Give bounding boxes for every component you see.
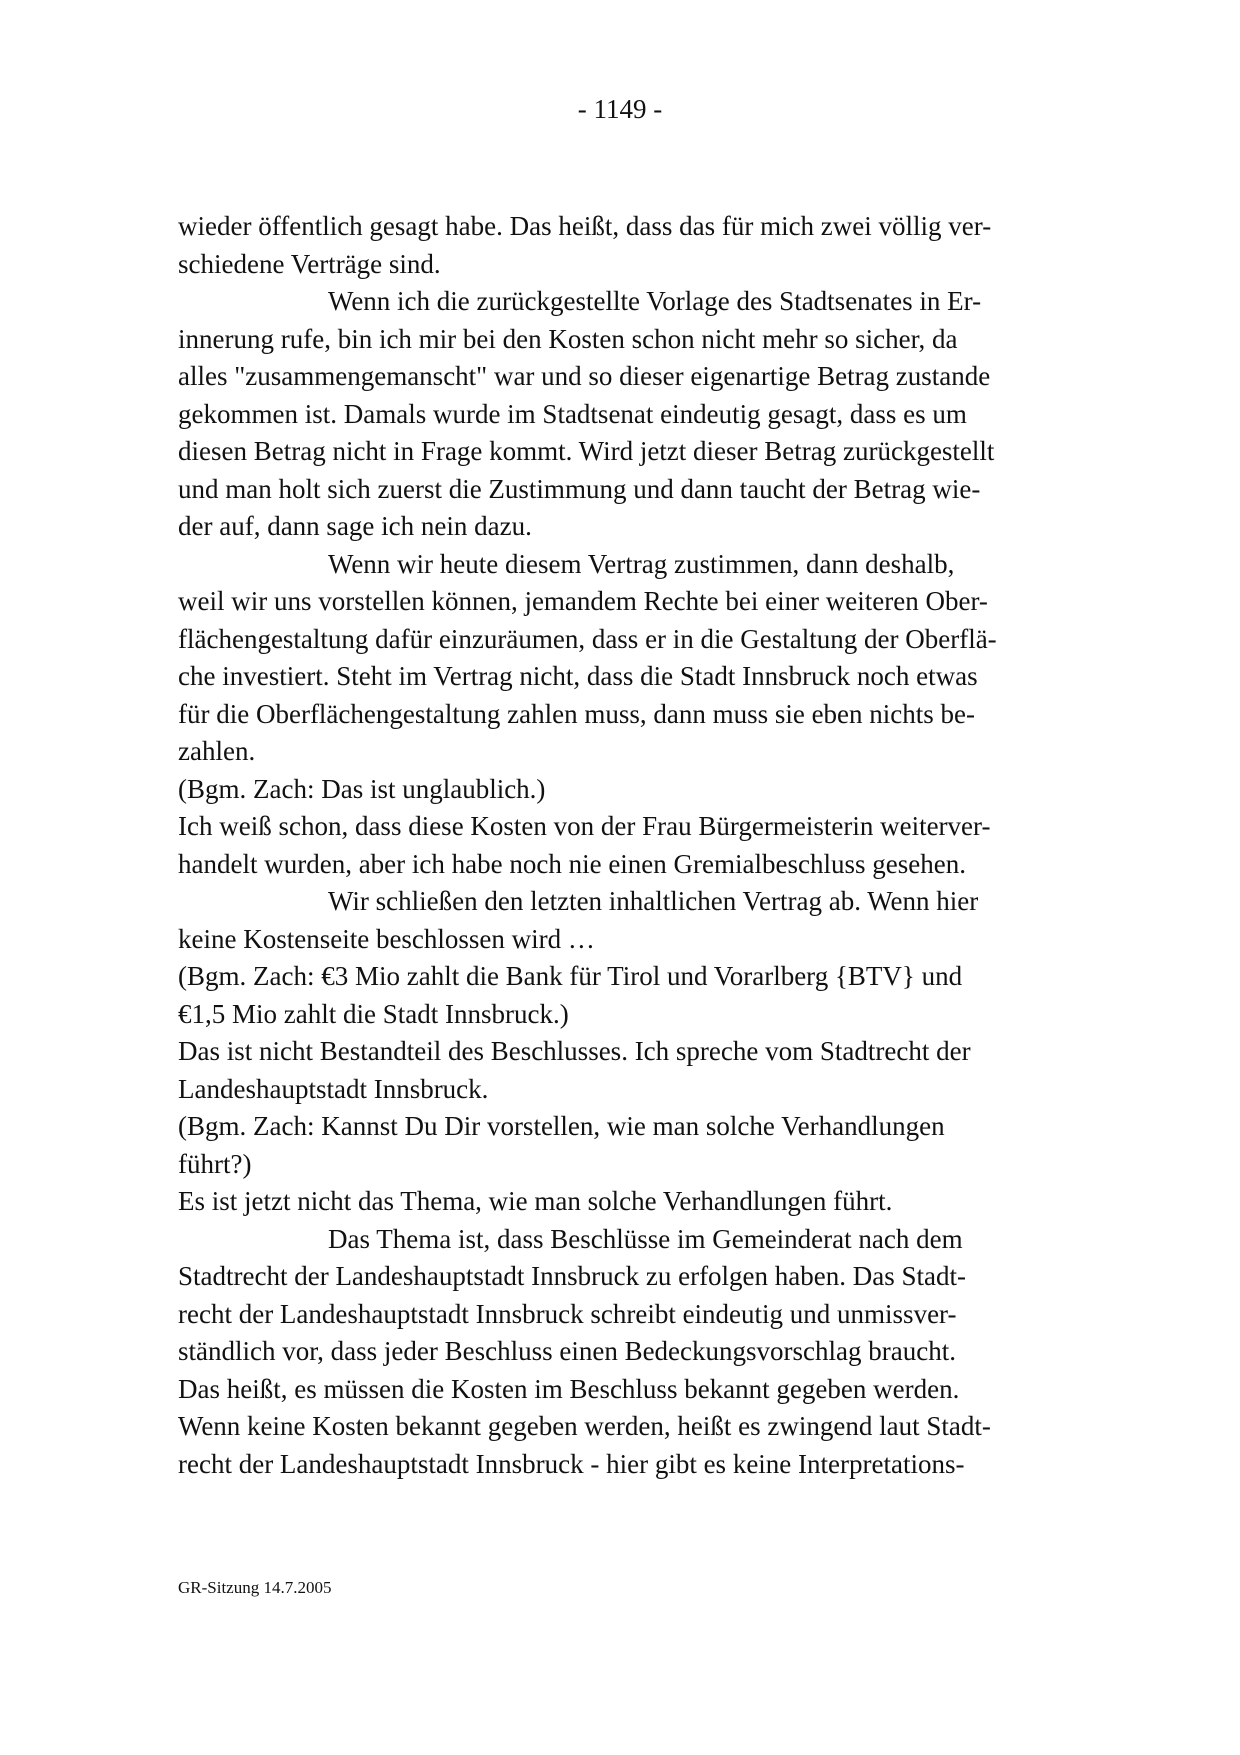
text-line: innerung rufe, bin ich mir bei den Kosten schon nicht mehr so sicher, da [178, 323, 958, 354]
text-line: Landeshauptstadt Innsbruck. [178, 1073, 489, 1104]
interjection-line: (Bgm. Zach: €3 Mio zahlt die Bank für Tirol und Vorarlberg {BTV} und [178, 961, 963, 991]
paragraph-start-line: Das Thema ist, dass Beschlüsse im Gemeinderat nach dem [328, 1223, 963, 1254]
text-line: der auf, dann sage ich nein dazu. [178, 511, 532, 541]
interjection-line: (Bgm. Zach: Das ist unglaublich.) [178, 773, 546, 804]
text-line: Das heißt, es müssen die Kosten im Beschluss bekannt gegeben werden. [178, 1373, 960, 1404]
text-line: Wenn keine Kosten bekannt gegeben werden, heißt es zwingend laut Stadt- [178, 1411, 991, 1441]
document-body [178, 208, 1078, 1483]
text-line: weil wir uns vorstellen können, jemandem Rechte bei einer weiteren Ober- [178, 586, 988, 616]
text-line: che investiert. Steht im Vertrag nicht, dass die Stadt Innsbruck noch etwas [178, 661, 978, 691]
text-line: Ich weiß schon, dass diese Kosten von der Frau Bürgermeisterin weiterver- [178, 811, 991, 841]
paragraph-start-line: Wir schließen den letzten inhaltlichen Vertrag ab. Wenn hier [328, 886, 979, 916]
text-line: zahlen. [178, 736, 256, 766]
footer-session-date: GR-Sitzung 14.7.2005 [178, 1578, 332, 1597]
interjection-line: €1,5 Mio zahlt die Stadt Innsbruck.) [178, 998, 569, 1029]
paragraph-start-line: Wenn ich die zurückgestellte Vorlage des Stadtsenates in Er- [328, 286, 982, 316]
text-line: Stadtrecht der Landeshauptstadt Innsbruck zu erfolgen haben. Das Stadt- [178, 1261, 966, 1291]
text-line: diesen Betrag nicht in Frage kommt. Wird jetzt dieser Betrag zurückgestellt [178, 436, 995, 466]
text-line: keine Kostenseite beschlossen wird … [178, 923, 595, 954]
text-line: flächengestaltung dafür einzuräumen, dass er in die Gestaltung der Oberflä- [178, 623, 997, 654]
text-line: wieder öffentlich gesagt habe. Das heißt, dass das für mich zwei völlig ver- [178, 211, 992, 241]
page-number: - 1149 - [577, 94, 663, 124]
text-line: schiedene Verträge sind. [178, 248, 441, 279]
text-line: Das ist nicht Bestandteil des Beschlusses. Ich spreche vom Stadtrecht der [178, 1036, 971, 1066]
text-line: Es ist jetzt nicht das Thema, wie man solche Verhandlungen führt. [178, 1186, 893, 1216]
text-line: ständlich vor, dass jeder Beschluss einen Bedeckungsvorschlag braucht. [178, 1336, 956, 1366]
paragraph-start-line: Wenn wir heute diesem Vertrag zustimmen, dann deshalb, [328, 548, 955, 579]
text-line: recht der Landeshauptstadt Innsbruck - hier gibt es keine Interpretations- [178, 1448, 965, 1479]
text-line: handelt wurden, aber ich habe noch nie einen Gremialbeschluss gesehen. [178, 848, 966, 879]
text-line: und man holt sich zuerst die Zustimmung und dann taucht der Betrag wie- [178, 473, 981, 504]
text-line: recht der Landeshauptstadt Innsbruck schreibt eindeutig und unmissver- [178, 1298, 957, 1329]
text-line: für die Oberflächengestaltung zahlen muss, dann muss sie eben nichts be- [178, 698, 976, 729]
interjection-line: (Bgm. Zach: Kannst Du Dir vorstellen, wie man solche Verhandlungen [178, 1111, 945, 1141]
text-line: gekommen ist. Damals wurde im Stadtsenat eindeutig gesagt, dass es um [178, 398, 967, 429]
text-line: alles "zusammengemanscht" war und so dieser eigenartige Betrag zustande [178, 361, 991, 391]
interjection-line: führt?) [178, 1148, 252, 1179]
